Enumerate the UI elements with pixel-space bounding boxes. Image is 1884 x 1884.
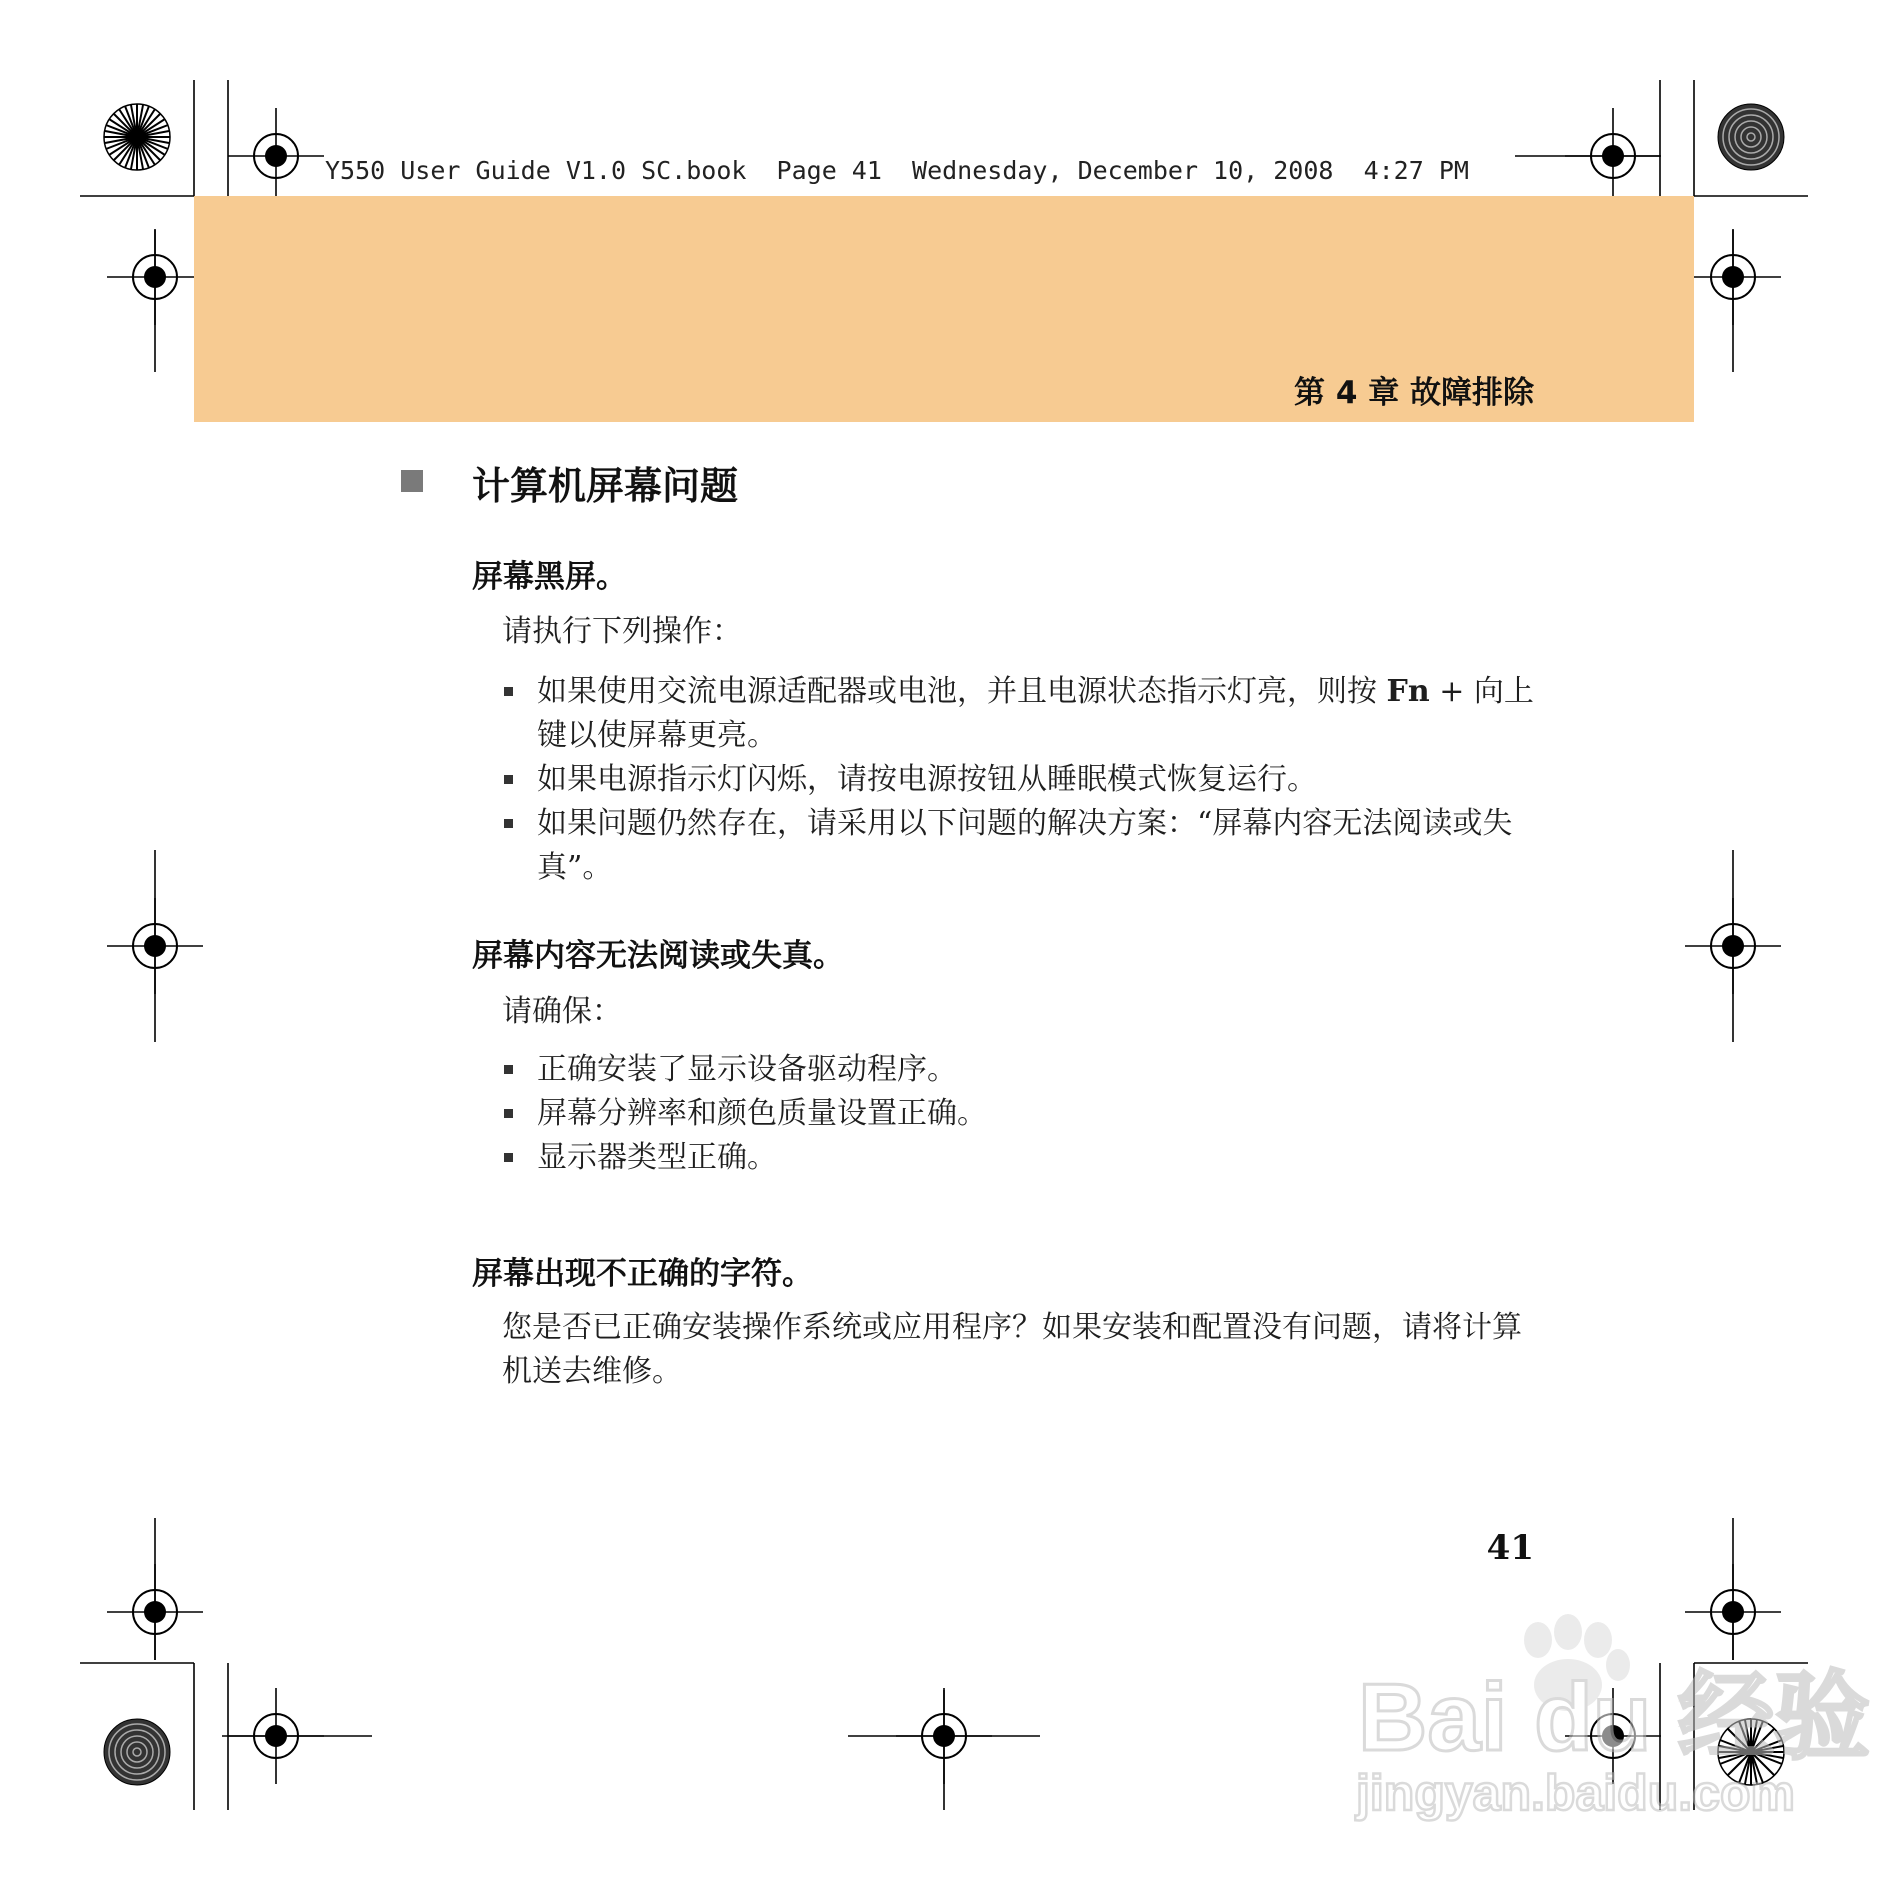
topic-heading: 屏幕内容无法阅读或失真。 <box>472 938 844 974</box>
topic-heading: 屏幕黑屏。 <box>472 559 627 595</box>
watermark-url: jingyan.baidu.com <box>1356 1765 1795 1821</box>
chapter-title: 第 4 章 故障排除 <box>1294 375 1534 411</box>
page-number: 41 <box>1486 1528 1534 1568</box>
list-item-text: 显示器类型正确。 <box>537 1140 777 1175</box>
list-item-text: 正确安装了显示设备驱动程序。 <box>537 1052 957 1087</box>
list-item <box>502 1136 1534 1180</box>
section-title: 计算机屏幕问题 <box>472 464 739 508</box>
topic-intro: 请执行下列操作： <box>502 614 742 649</box>
print-slug <box>325 156 1469 185</box>
bullet-list <box>502 1048 1534 1180</box>
slug-date: Wednesday, December 10, 2008 <box>912 156 1334 185</box>
slug-page: Page 41 <box>776 156 882 185</box>
section-marker <box>401 470 423 492</box>
list-item-text: 屏幕分辨率和颜色质量设置正确。 <box>537 1096 987 1131</box>
paw-logo-icon <box>1348 1610 1871 1821</box>
slug-book: Y550 User Guide V1.0 SC.book <box>325 156 747 185</box>
watermark-logo-text: Bai du 经验 <box>1358 1664 1871 1771</box>
slug-time: 4:27 PM <box>1363 156 1469 185</box>
bullet-list <box>502 670 1534 890</box>
bullet-square-icon <box>504 775 513 784</box>
list-item <box>502 1048 1534 1092</box>
list-item <box>502 1092 1534 1136</box>
topic-intro: 请确保： <box>502 994 622 1029</box>
list-item <box>502 758 1534 802</box>
list-item-text: 如果问题仍然存在，请采用以下问题的解决方案：“屏幕内容无法阅读或失真”。 <box>537 806 1513 885</box>
topic-body: 您是否已正确安装操作系统或应用程序？如果安装和配置没有问题，请将计算机送去维修。 <box>502 1310 1522 1389</box>
key-label: Fn <box>1386 674 1430 709</box>
list-item <box>502 802 1534 890</box>
list-item-text: 如果电源指示灯闪烁，请按电源按钮从睡眠模式恢复运行。 <box>537 762 1317 797</box>
bullet-square-icon <box>504 1153 513 1162</box>
list-item-text: 如果使用交流电源适配器或电池，并且电源状态指示灯亮，则按 <box>537 674 1387 709</box>
bullet-square-icon <box>504 687 513 696</box>
bullet-square-icon <box>504 1109 513 1118</box>
baidu-watermark <box>1348 1610 1871 1821</box>
bullet-square-icon <box>504 1065 513 1074</box>
list-item <box>502 670 1534 758</box>
bullet-square-icon <box>504 819 513 828</box>
topic-heading: 屏幕出现不正确的字符。 <box>472 1256 813 1292</box>
list-item-text: + 向上键以使屏幕更亮。 <box>537 674 1534 753</box>
